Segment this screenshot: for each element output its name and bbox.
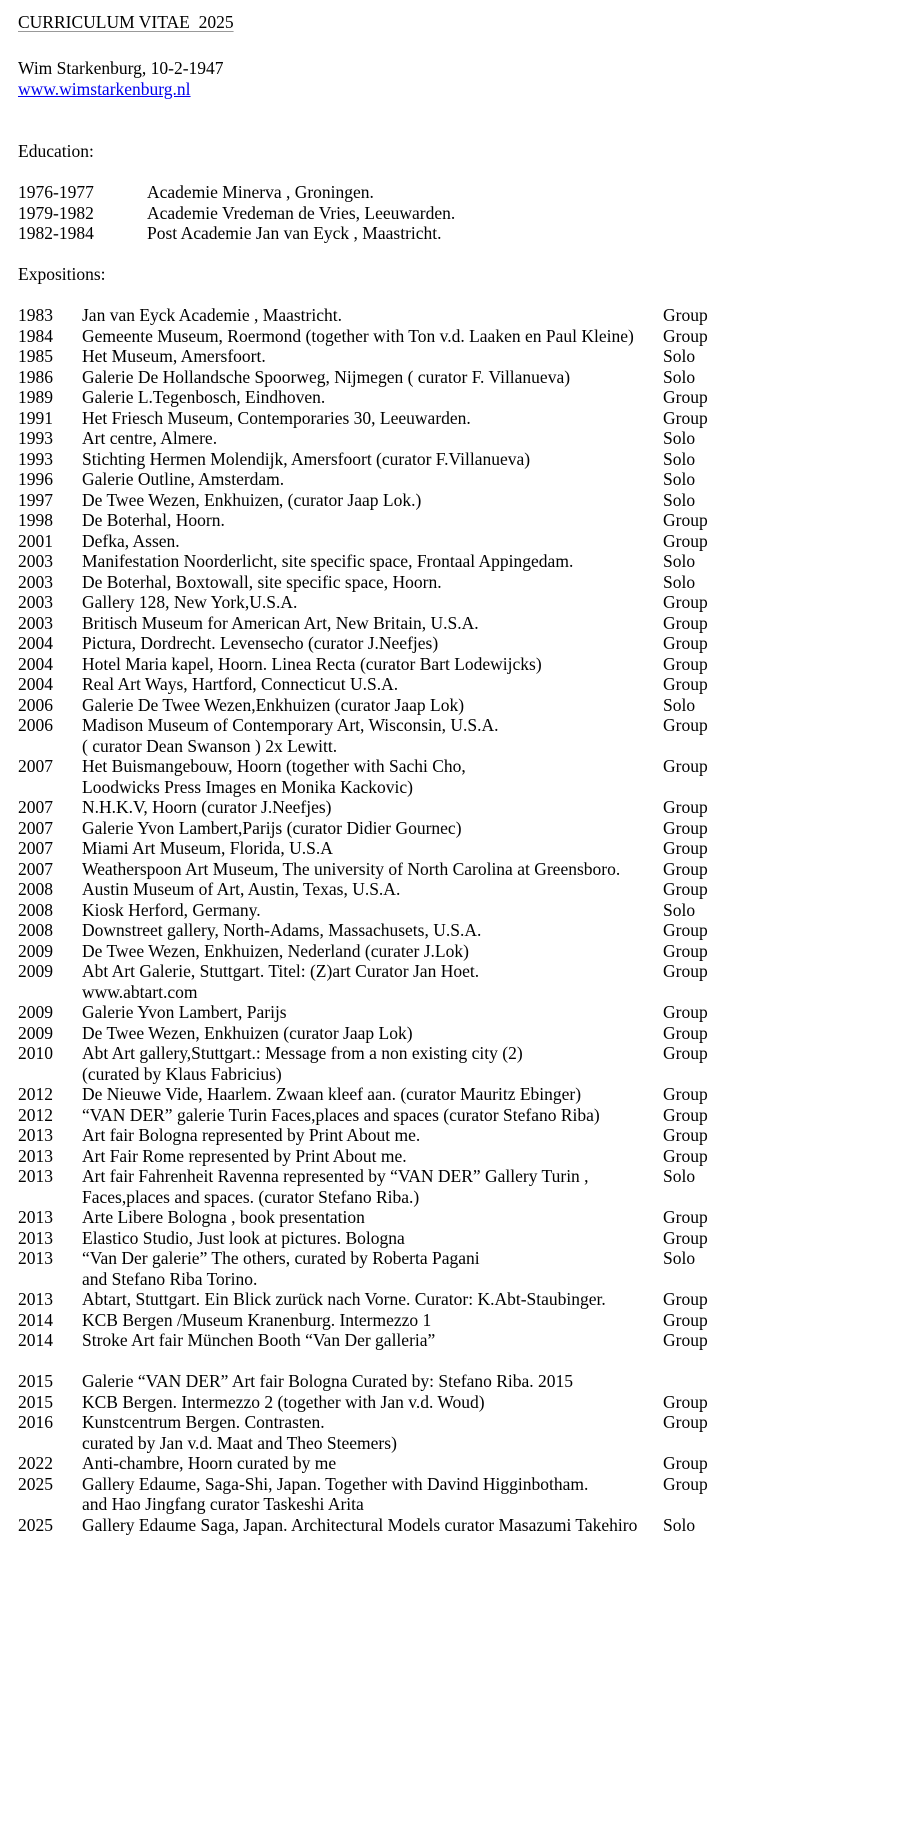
exposition-type: Group bbox=[663, 407, 708, 428]
exposition-type: Group bbox=[663, 715, 708, 735]
exposition-item bbox=[18, 674, 878, 695]
exposition-type: Group bbox=[663, 1330, 708, 1350]
exposition-year: 2007 bbox=[18, 858, 53, 879]
exposition-type: Group bbox=[663, 1145, 708, 1166]
exposition-item bbox=[18, 1023, 878, 1044]
exposition-year: 2014 bbox=[18, 1330, 53, 1350]
exposition-year: 1993 bbox=[18, 448, 53, 469]
exposition-item bbox=[18, 1310, 878, 1331]
exposition-year: 2014 bbox=[18, 1309, 53, 1330]
exposition-description: Het Friesch Museum, Contemporaries 30, Leeuwarden. bbox=[82, 407, 471, 428]
exposition-item bbox=[18, 838, 878, 859]
education-list bbox=[18, 182, 455, 244]
exposition-item bbox=[18, 900, 878, 921]
exposition-description: Weatherspoon Art Museum, The university of North Carolina at Greensboro. bbox=[82, 858, 621, 879]
exposition-description: KCB Bergen. Intermezzo 2 (together with Jan v.d. Woud) bbox=[82, 1391, 485, 1412]
expositions-list bbox=[18, 305, 878, 1535]
exposition-year: 2025 bbox=[18, 1473, 53, 1494]
exposition-type: Group bbox=[663, 633, 708, 653]
blank-line bbox=[18, 1351, 878, 1372]
exposition-year: 2003 bbox=[18, 592, 53, 612]
exposition-item bbox=[18, 1125, 878, 1146]
exposition-year: 1985 bbox=[18, 346, 53, 366]
exposition-year: 2006 bbox=[18, 715, 53, 735]
exposition-item bbox=[18, 1084, 878, 1105]
exposition-type: Solo bbox=[663, 469, 696, 489]
exposition-year: 2006 bbox=[18, 694, 53, 715]
exposition-year: 2003 bbox=[18, 571, 53, 592]
exposition-year: 2010 bbox=[18, 1043, 53, 1063]
exposition-description: Het Museum, Amersfoort. bbox=[82, 346, 266, 366]
document-title: CURRICULUM VITAE 2025 bbox=[18, 12, 234, 32]
exposition-year: 2008 bbox=[18, 899, 53, 920]
exposition-description: Galerie Outline, Amsterdam. bbox=[82, 469, 285, 489]
exposition-item bbox=[18, 818, 878, 839]
exposition-type: Group bbox=[663, 1289, 708, 1309]
exposition-description: Galerie “VAN DER” Art fair Bologna Curated by: Stefano Riba. 2015 bbox=[82, 1371, 574, 1391]
exposition-item bbox=[18, 633, 878, 654]
exposition-type: Group bbox=[663, 674, 708, 694]
exposition-year: 2008 bbox=[18, 879, 53, 899]
exposition-description: De Boterhal, Hoorn. bbox=[82, 510, 225, 530]
exposition-type: Group bbox=[663, 858, 708, 879]
exposition-item bbox=[18, 1330, 878, 1351]
exposition-item bbox=[18, 695, 878, 716]
exposition-year: 1983 bbox=[18, 305, 53, 325]
exposition-year: 1996 bbox=[18, 469, 53, 489]
exposition-year: 2004 bbox=[18, 653, 53, 674]
exposition-description: De Twee Wezen, Enkhuizen, (curator Jaap Lok.) bbox=[82, 489, 422, 510]
exposition-item bbox=[18, 879, 878, 900]
exposition-item bbox=[18, 797, 878, 818]
exposition-description: Art fair Bologna represented by Print About me. bbox=[82, 1125, 421, 1145]
exposition-type: Group bbox=[663, 756, 708, 776]
exposition-item bbox=[18, 510, 878, 531]
education-heading: Education: bbox=[18, 141, 94, 161]
exposition-type: Group bbox=[663, 387, 708, 407]
exposition-item bbox=[18, 367, 878, 388]
exposition-type: Group bbox=[663, 920, 708, 940]
exposition-type: Solo bbox=[663, 1248, 696, 1268]
exposition-type: Group bbox=[663, 797, 708, 817]
exposition-description: Manifestation Noorderlicht, site specific space, Frontaal Appingedam. bbox=[82, 551, 574, 571]
exposition-year: 1993 bbox=[18, 428, 53, 448]
exposition-description: Galerie De Hollandsche Spoorweg, Nijmegen ( curator F. Villanueva) bbox=[82, 366, 571, 387]
exposition-type: Solo bbox=[663, 448, 696, 469]
exposition-year: 2013 bbox=[18, 1145, 53, 1166]
exposition-description: Gallery Edaume Saga, Japan. Architectural Models curator Masazumi Takehiro bbox=[82, 1514, 638, 1535]
exposition-type: Group bbox=[663, 1207, 708, 1227]
exposition-type: Group bbox=[663, 1227, 708, 1248]
expositions-heading: Expositions: bbox=[18, 264, 106, 284]
exposition-item bbox=[18, 1515, 878, 1536]
education-item bbox=[18, 223, 455, 244]
exposition-item bbox=[18, 1412, 878, 1453]
exposition-description: Art Fair Rome represented by Print About me. bbox=[82, 1145, 407, 1166]
exposition-type: Solo bbox=[663, 899, 696, 920]
exposition-item bbox=[18, 428, 878, 449]
exposition-year: 1997 bbox=[18, 489, 53, 510]
exposition-item bbox=[18, 859, 878, 880]
exposition-type: Group bbox=[663, 305, 708, 325]
exposition-type: Solo bbox=[663, 1166, 696, 1186]
exposition-type: Group bbox=[663, 1002, 708, 1022]
exposition-item bbox=[18, 1392, 878, 1413]
exposition-year: 2009 bbox=[18, 1002, 53, 1022]
exposition-item bbox=[18, 592, 878, 613]
exposition-type: Solo bbox=[663, 346, 696, 366]
exposition-item bbox=[18, 1474, 878, 1515]
exposition-year: 2025 bbox=[18, 1514, 53, 1535]
exposition-year: 2007 bbox=[18, 797, 53, 817]
exposition-year: 2001 bbox=[18, 530, 53, 551]
exposition-type: Group bbox=[663, 592, 708, 612]
education-period: 1976-1977 bbox=[18, 182, 94, 202]
exposition-item bbox=[18, 613, 878, 634]
exposition-item bbox=[18, 531, 878, 552]
exposition-type: Solo bbox=[663, 428, 696, 448]
exposition-description: Abt Art Galerie, Stuttgart. Titel: (Z)art Curator Jan Hoet. www.abtart.com bbox=[82, 961, 480, 1002]
exposition-description: Art fair Fahrenheit Ravenna represented by “VAN DER” Gallery Turin , Faces,places and spaces. (curator Stefano Riba.) bbox=[82, 1166, 589, 1207]
exposition-type: Group bbox=[663, 1104, 708, 1125]
exposition-type: Group bbox=[663, 653, 708, 674]
exposition-year: 2008 bbox=[18, 920, 53, 940]
education-institution: Academie Minerva , Groningen. bbox=[147, 182, 374, 202]
exposition-description: Anti-chambre, Hoorn curated by me bbox=[82, 1453, 337, 1473]
exposition-item bbox=[18, 1166, 878, 1207]
exposition-description: Britisch Museum for American Art, New Britain, U.S.A. bbox=[82, 612, 479, 633]
exposition-description: De Nieuwe Vide, Haarlem. Zwaan kleef aan. (curator Mauritz Ebinger) bbox=[82, 1084, 582, 1104]
exposition-item bbox=[18, 654, 878, 675]
exposition-type: Group bbox=[663, 1453, 708, 1473]
exposition-type: Group bbox=[663, 1084, 708, 1104]
exposition-description: Abt Art gallery,Stuttgart.: Message from a non existing city (2) (curated by Klaus Fabricius) bbox=[82, 1043, 523, 1084]
exposition-year: 2007 bbox=[18, 817, 53, 838]
exposition-description: De Twee Wezen, Enkhuizen, Nederland (curater J.Lok) bbox=[82, 940, 469, 961]
exposition-year: 2022 bbox=[18, 1453, 53, 1473]
exposition-type: Solo bbox=[663, 571, 696, 592]
exposition-description: Pictura, Dordrecht. Levensecho (curator J.Neefjes) bbox=[82, 633, 439, 653]
exposition-item bbox=[18, 551, 878, 572]
exposition-description: Gemeente Museum, Roermond (together with Ton v.d. Laaken en Paul Kleine) bbox=[82, 325, 634, 346]
exposition-description: Galerie L.Tegenbosch, Eindhoven. bbox=[82, 387, 326, 407]
exposition-year: 2004 bbox=[18, 633, 53, 653]
exposition-description: Miami Art Museum, Florida, U.S.A bbox=[82, 838, 333, 858]
exposition-item bbox=[18, 715, 878, 756]
exposition-description: Elastico Studio, Just look at pictures. Bologna bbox=[82, 1227, 405, 1248]
exposition-item bbox=[18, 305, 878, 326]
exposition-year: 2004 bbox=[18, 674, 53, 694]
exposition-item bbox=[18, 408, 878, 429]
exposition-description: Kunstcentrum Bergen. Contrasten. curated by Jan v.d. Maat and Theo Steemers) bbox=[82, 1412, 397, 1453]
exposition-item bbox=[18, 1002, 878, 1023]
exposition-item bbox=[18, 1371, 878, 1392]
exposition-year: 2003 bbox=[18, 612, 53, 633]
exposition-year: 2013 bbox=[18, 1248, 53, 1268]
exposition-year: 2013 bbox=[18, 1166, 53, 1186]
artist-name-birthdate: Wim Starkenburg, 10-2-1947 bbox=[18, 58, 224, 78]
website-link[interactable]: www.wimstarkenburg.nl bbox=[18, 79, 191, 99]
exposition-type: Group bbox=[663, 1391, 708, 1412]
exposition-item bbox=[18, 1043, 878, 1084]
exposition-year: 1989 bbox=[18, 387, 53, 407]
education-period: 1979-1982 bbox=[18, 202, 94, 223]
exposition-description: Hotel Maria kapel, Hoorn. Linea Recta (curator Bart Lodewijcks) bbox=[82, 653, 542, 674]
exposition-description: Galerie Yvon Lambert, Parijs bbox=[82, 1002, 287, 1022]
exposition-item bbox=[18, 941, 878, 962]
exposition-type: Group bbox=[663, 1022, 708, 1043]
exposition-item bbox=[18, 1453, 878, 1474]
exposition-description: Defka, Assen. bbox=[82, 530, 180, 551]
exposition-type: Group bbox=[663, 1043, 708, 1063]
exposition-item bbox=[18, 449, 878, 470]
education-period: 1982-1984 bbox=[18, 223, 94, 243]
exposition-description: Austin Museum of Art, Austin, Texas, U.S.A. bbox=[82, 879, 401, 899]
exposition-description: N.H.K.V, Hoorn (curator J.Neefjes) bbox=[82, 797, 332, 817]
exposition-type: Group bbox=[663, 817, 708, 838]
exposition-type: Group bbox=[663, 1125, 708, 1145]
exposition-type: Solo bbox=[663, 366, 696, 387]
exposition-description: Art centre, Almere. bbox=[82, 428, 218, 448]
exposition-item bbox=[18, 326, 878, 347]
education-item bbox=[18, 182, 455, 203]
exposition-description: Het Buismangebouw, Hoorn (together with Sachi Cho, Loodwicks Press Images en Monika Kackovic) bbox=[82, 756, 466, 797]
exposition-year: 2013 bbox=[18, 1125, 53, 1145]
exposition-description: Abtart, Stuttgart. Ein Blick zurück nach Vorne. Curator: K.Abt-Staubinger. bbox=[82, 1289, 606, 1309]
exposition-type: Solo bbox=[663, 551, 696, 571]
exposition-item bbox=[18, 346, 878, 367]
exposition-type: Group bbox=[663, 510, 708, 530]
exposition-item bbox=[18, 1146, 878, 1167]
exposition-item bbox=[18, 961, 878, 1002]
exposition-item bbox=[18, 1228, 878, 1249]
exposition-year: 2012 bbox=[18, 1084, 53, 1104]
exposition-item bbox=[18, 1105, 878, 1126]
exposition-type: Group bbox=[663, 879, 708, 899]
exposition-item bbox=[18, 920, 878, 941]
exposition-description: “Van Der galerie” The others, curated by Roberta Pagani and Stefano Riba Torino. bbox=[82, 1248, 480, 1289]
exposition-item bbox=[18, 572, 878, 593]
exposition-year: 2009 bbox=[18, 961, 53, 981]
exposition-description: Stichting Hermen Molendijk, Amersfoort (curator F.Villanueva) bbox=[82, 448, 531, 469]
exposition-description: Madison Museum of Contemporary Art, Wisconsin, U.S.A. ( curator Dean Swanson ) 2x Lewitt. bbox=[82, 715, 499, 756]
exposition-type: Solo bbox=[663, 1514, 696, 1535]
exposition-description: Galerie De Twee Wezen,Enkhuizen (curator Jaap Lok) bbox=[82, 694, 465, 715]
exposition-year: 2013 bbox=[18, 1289, 53, 1309]
exposition-description: “VAN DER” galerie Turin Faces,places and spaces (curator Stefano Riba) bbox=[82, 1104, 600, 1125]
exposition-type: Group bbox=[663, 530, 708, 551]
education-institution: Academie Vredeman de Vries, Leeuwarden. bbox=[147, 202, 456, 223]
exposition-year: 2015 bbox=[18, 1371, 53, 1391]
exposition-item bbox=[18, 1248, 878, 1289]
exposition-item bbox=[18, 1207, 878, 1228]
exposition-description: Gallery Edaume, Saga-Shi, Japan. Together with Davind Higginbotham. and Hao Jingfang curator Taskeshi Arita bbox=[82, 1473, 589, 1514]
exposition-year: 2009 bbox=[18, 940, 53, 961]
exposition-type: Group bbox=[663, 961, 708, 981]
exposition-item bbox=[18, 469, 878, 490]
exposition-type: Group bbox=[663, 1309, 708, 1330]
exposition-year: 2015 bbox=[18, 1391, 53, 1412]
exposition-year: 2013 bbox=[18, 1207, 53, 1227]
exposition-year: 2007 bbox=[18, 756, 53, 776]
exposition-description: Galerie Yvon Lambert,Parijs (curator Didier Gournec) bbox=[82, 817, 462, 838]
exposition-item bbox=[18, 387, 878, 408]
exposition-year: 1991 bbox=[18, 407, 53, 428]
exposition-year: 2009 bbox=[18, 1022, 53, 1043]
exposition-type: Group bbox=[663, 838, 708, 858]
exposition-year: 2013 bbox=[18, 1227, 53, 1248]
exposition-type: Group bbox=[663, 325, 708, 346]
exposition-description: De Twee Wezen, Enkhuizen (curator Jaap Lok) bbox=[82, 1022, 413, 1043]
exposition-description: Downstreet gallery, North-Adams, Massachusets, U.S.A. bbox=[82, 920, 482, 940]
exposition-description: Real Art Ways, Hartford, Connecticut U.S.A. bbox=[82, 674, 399, 694]
exposition-year: 1984 bbox=[18, 325, 53, 346]
exposition-description: Stroke Art fair München Booth “Van Der galleria” bbox=[82, 1330, 436, 1350]
exposition-description: Jan van Eyck Academie , Maastricht. bbox=[82, 305, 342, 325]
exposition-item bbox=[18, 756, 878, 797]
exposition-description: Gallery 128, New York,U.S.A. bbox=[82, 592, 298, 612]
exposition-description: KCB Bergen /Museum Kranenburg. Intermezzo 1 bbox=[82, 1309, 432, 1330]
exposition-item bbox=[18, 1289, 878, 1310]
exposition-type: Solo bbox=[663, 489, 696, 510]
exposition-type: Group bbox=[663, 612, 708, 633]
exposition-item bbox=[18, 490, 878, 511]
exposition-type: Group bbox=[663, 1412, 708, 1432]
exposition-year: 2007 bbox=[18, 838, 53, 858]
exposition-type: Group bbox=[663, 1473, 708, 1494]
exposition-year: 1986 bbox=[18, 366, 53, 387]
exposition-year: 2012 bbox=[18, 1104, 53, 1125]
exposition-description: Kiosk Herford, Germany. bbox=[82, 899, 261, 920]
exposition-year: 2016 bbox=[18, 1412, 53, 1432]
exposition-description: Arte Libere Bologna , book presentation bbox=[82, 1207, 365, 1227]
exposition-year: 1998 bbox=[18, 510, 53, 530]
exposition-type: Group bbox=[663, 940, 708, 961]
exposition-year: 2003 bbox=[18, 551, 53, 571]
education-item bbox=[18, 203, 455, 224]
exposition-type: Solo bbox=[663, 694, 696, 715]
exposition-description: De Boterhal, Boxtowall, site specific space, Hoorn. bbox=[82, 571, 442, 592]
education-institution: Post Academie Jan van Eyck , Maastricht. bbox=[147, 223, 442, 243]
